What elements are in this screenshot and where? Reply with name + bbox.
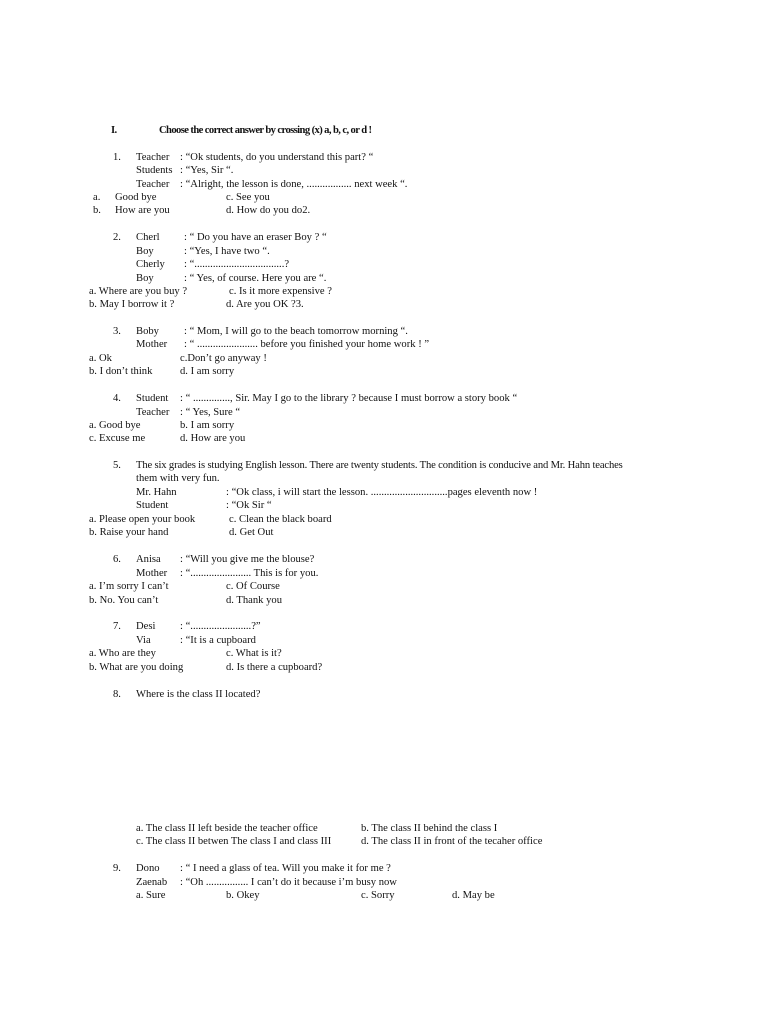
section-number: I.: [111, 125, 117, 136]
speaker-label: Boy: [136, 273, 154, 284]
option-b-marker: b.: [93, 205, 101, 216]
speaker-label: Anisa: [136, 554, 161, 565]
option-b[interactable]: b. I don’t think: [89, 366, 153, 377]
speaker-label: Zaenab: [136, 877, 168, 888]
question-number: 1.: [113, 152, 121, 163]
option-d[interactable]: d. Are you OK ?3.: [226, 299, 304, 310]
option-d[interactable]: d. Get Out: [229, 527, 274, 538]
dialogue-text: : “ Yes, of course. Here you are “.: [184, 273, 327, 284]
speaker-label: Mr. Hahn: [136, 487, 177, 498]
question-number: 9.: [113, 863, 121, 874]
question-number: 6.: [113, 554, 121, 565]
option-b[interactable]: b. Okey: [226, 890, 260, 901]
option-b[interactable]: b. The class II behind the class I: [361, 823, 498, 834]
dialogue-text: : “ Do you have an eraser Boy ? “: [184, 232, 327, 243]
section-instruction: Choose the correct answer by crossing (x) a, b, c, or d !: [159, 125, 372, 136]
dialogue-text: : “ Mom, I will go to the beach tomorrow morning “.: [184, 326, 408, 337]
speaker-label: Mother: [136, 339, 168, 350]
option-c[interactable]: c. Of Course: [226, 581, 280, 592]
dialogue-text: : “ Yes, Sure “: [180, 407, 241, 418]
speaker-label: Boby: [136, 326, 159, 337]
option-a[interactable]: Good bye: [115, 192, 157, 203]
option-a-marker: a.: [93, 192, 101, 203]
dialogue-text: : “It is a cupboard: [180, 635, 256, 646]
dialogue-text: : “.......................?”: [180, 621, 261, 632]
speaker-label: Mother: [136, 568, 168, 579]
dialogue-text: : “Oh ................ I can’t do it because i’m busy now: [180, 877, 397, 888]
speaker-label: Via: [136, 635, 151, 646]
option-a[interactable]: a. Sure: [136, 890, 166, 901]
option-d[interactable]: d. Thank you: [226, 595, 283, 606]
option-b[interactable]: b. Raise your hand: [89, 527, 169, 538]
question-number: 3.: [113, 326, 121, 337]
option-d[interactable]: d. Is there a cupboard?: [226, 662, 323, 673]
option-c[interactable]: c. What is it?: [226, 648, 282, 659]
speaker-label: Cherl: [136, 232, 160, 243]
speaker-label: Cherly: [136, 259, 165, 270]
question-number: 5.: [113, 460, 121, 471]
dialogue-text: : “Alright, the lesson is done, ................. next week “.: [180, 179, 408, 190]
option-a[interactable]: a. Ok: [89, 353, 112, 364]
option-c[interactable]: c. Clean the black board: [229, 514, 332, 525]
option-c[interactable]: c.Don’t go anyway !: [180, 353, 267, 364]
option-d[interactable]: d. May be: [452, 890, 495, 901]
question-number: 2.: [113, 232, 121, 243]
question-intro: The six grades is studying English lesson. There are twenty students. The condition is conducive and Mr. Hahn teaches: [136, 460, 623, 471]
option-a[interactable]: a. Please open your book: [89, 514, 196, 525]
option-d[interactable]: d. How do you do2.: [226, 205, 311, 216]
dialogue-text: : “ ....................... before you finished your home work ! ”: [184, 339, 430, 350]
speaker-label: Dono: [136, 863, 160, 874]
option-c[interactable]: c. Is it more expensive ?: [229, 286, 332, 297]
speaker-label: Students: [136, 165, 173, 176]
question-text: Where is the class II located?: [136, 689, 261, 700]
option-b[interactable]: b. No. You can’t: [89, 595, 159, 606]
option-c[interactable]: c. See you: [226, 192, 270, 203]
dialogue-text: : “Will you give me the blouse?: [180, 554, 315, 565]
question-number: 8.: [113, 689, 121, 700]
option-b[interactable]: b. I am sorry: [180, 420, 235, 431]
option-d[interactable]: d. How are you: [180, 433, 246, 444]
dialogue-text: : “....................... This is for you.: [180, 568, 319, 579]
option-c[interactable]: c. Sorry: [361, 890, 395, 901]
question-intro: them with very fun.: [136, 473, 220, 484]
dialogue-text: : “Yes, Sir “.: [180, 165, 234, 176]
blank-figure-area: [130, 710, 650, 818]
dialogue-text: : “Ok class, i will start the lesson. .............................pages eleventh now !: [226, 487, 538, 498]
speaker-label: Boy: [136, 246, 154, 257]
option-b[interactable]: b. What are you doing: [89, 662, 184, 673]
option-a[interactable]: a. Where are you buy ?: [89, 286, 188, 297]
speaker-label: Teacher: [136, 152, 170, 163]
dialogue-text: : “ I need a glass of tea. Will you make it for me ?: [180, 863, 391, 874]
option-a[interactable]: a. Good bye: [89, 420, 141, 431]
dialogue-text: : “Yes, I have two “.: [184, 246, 270, 257]
speaker-label: Teacher: [136, 179, 170, 190]
question-number: 4.: [113, 393, 121, 404]
dialogue-text: : “..................................?: [184, 259, 290, 270]
dialogue-text: : “Ok Sir “: [226, 500, 272, 511]
speaker-label: Teacher: [136, 407, 170, 418]
speaker-label: Student: [136, 500, 169, 511]
option-a[interactable]: a. The class II left beside the teacher office: [136, 823, 318, 834]
option-c[interactable]: c. The class II betwen The class I and class III: [136, 836, 332, 847]
option-d[interactable]: d. I am sorry: [180, 366, 235, 377]
speaker-label: Desi: [136, 621, 156, 632]
option-b[interactable]: How are you: [115, 205, 170, 216]
dialogue-text: : “ .............., Sir. May I go to the library ? because I must borrow a story book “: [180, 393, 518, 404]
option-b[interactable]: b. May I borrow it ?: [89, 299, 175, 310]
question-number: 7.: [113, 621, 121, 632]
option-d[interactable]: d. The class II in front of the tecaher office: [361, 836, 543, 847]
option-a[interactable]: a. Who are they: [89, 648, 156, 659]
dialogue-text: : “Ok students, do you understand this part? “: [180, 152, 374, 163]
option-c[interactable]: c. Excuse me: [89, 433, 146, 444]
speaker-label: Student: [136, 393, 169, 404]
option-a[interactable]: a. I’m sorry I can’t: [89, 581, 169, 592]
